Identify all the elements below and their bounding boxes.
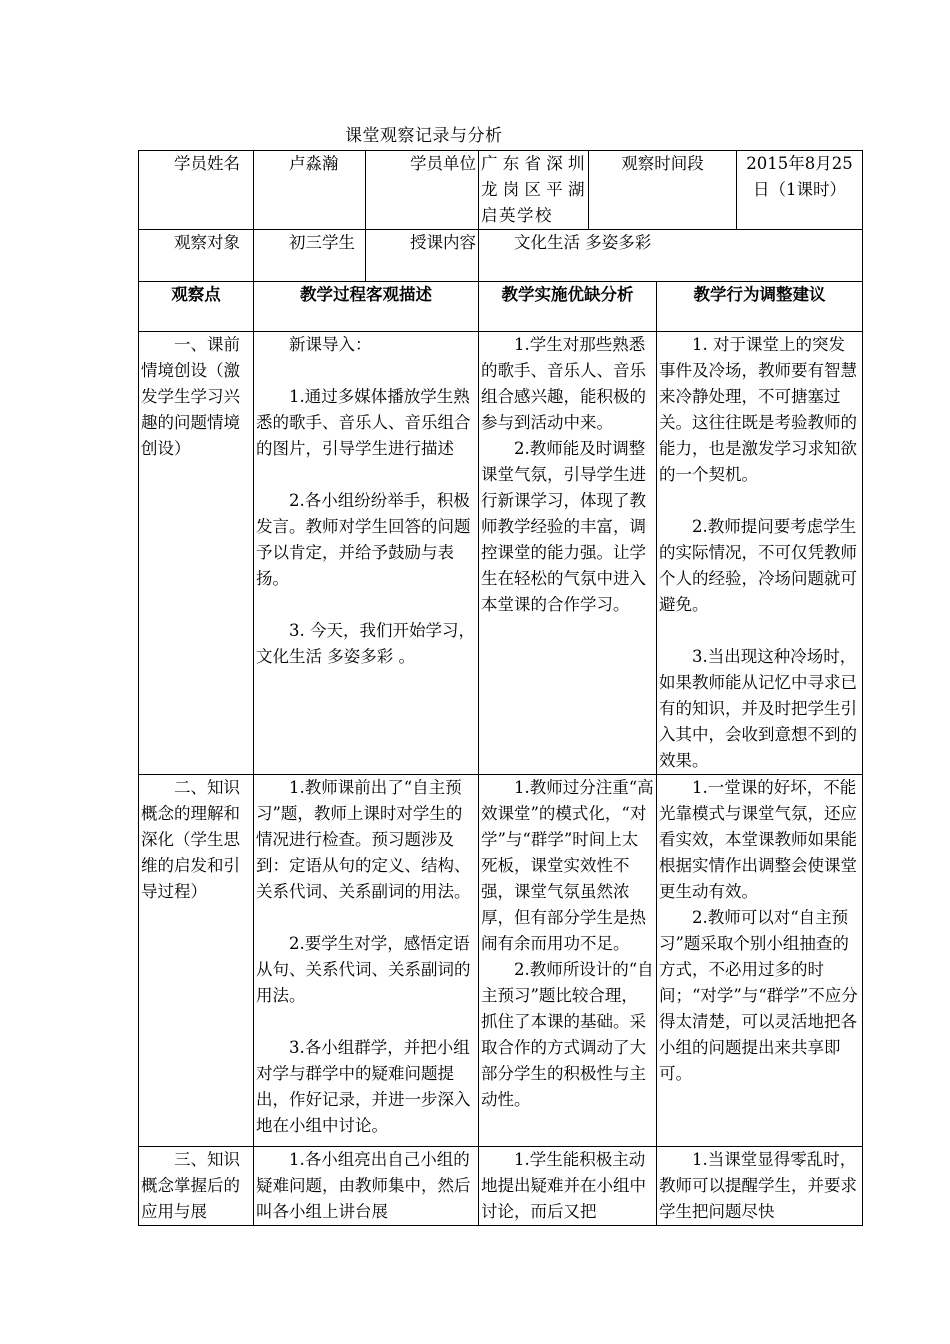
document-title: 课堂观察记录与分析 [345, 126, 503, 146]
analysis-cell [479, 775, 657, 1147]
desc-para: 1.教师课前出了“自主预习”题，教师上课时对学生的情况进行检查。预习题涉及到：定语从句的定义、结构、关系代词、关系副词的用法。 [256, 778, 471, 901]
content-label-cell [366, 230, 479, 282]
suggest-para: 2.教师提问要考虑学生的实际情况，不可仅凭教师个人的经验，冷场问题就可避免。 [659, 517, 857, 614]
student-name-cell [254, 151, 366, 230]
desc-para: 3. 今天，我们开始学习，文化生活 多姿多彩 。 [256, 621, 475, 666]
suggest-para: 3.当出现这种冷场时，如果教师能从记忆中寻求已有的知识，并及时把学生引入其中，会收到意想不到的效果。 [659, 647, 857, 770]
analysis-para: 2.教师能及时调整课堂气氛，引导学生进行新课学习，体现了教师教学经验的丰富，调控课堂的能力强。让学生在轻松的气氛中进入本堂课的合作学习。 [481, 439, 646, 614]
unit: 广东省深圳龙岗区平湖启英学校 [481, 154, 586, 225]
object-label-cell [139, 230, 254, 282]
object-cell [254, 230, 366, 282]
object-label: 观察对象 [174, 233, 240, 252]
desc-para: 1.通过多媒体播放学生熟悉的歌手、音乐人、音乐组合的图片，引导学生进行描述 [256, 387, 471, 458]
header-analysis: 教学实施优缺分析 [479, 282, 657, 332]
suggest-cell [657, 332, 863, 775]
time-cell [737, 151, 863, 230]
desc-para: 2.要学生对学，感悟定语从句、关系代词、关系副词的用法。 [256, 934, 471, 1005]
header-row [139, 282, 863, 332]
header-point: 观察点 [139, 282, 254, 332]
desc-cell [254, 332, 479, 775]
analysis-para: 1.学生对那些熟悉的歌手、音乐人、音乐组合感兴趣，能积极的参与到活动中来。 [481, 335, 646, 432]
student-name-label-cell [139, 151, 254, 230]
desc-para: 3.各小组群学，并把小组对学与群学中的疑难问题提出，作好记录，并进一步深入地在小组中讨论。 [256, 1038, 471, 1135]
desc-para: 新课导入： [289, 335, 372, 354]
desc-cell [254, 1147, 479, 1226]
table-row [139, 775, 863, 1147]
point-cell [139, 332, 254, 775]
info-row-1 [139, 151, 863, 230]
point-text: 三、知识概念掌握后的应用与展 [141, 1150, 240, 1221]
time-label-cell [589, 151, 737, 230]
desc-para: 2.各小组纷纷举手，积极发言。教师对学生回答的问题予以肯定，并给予鼓励与表扬。 [256, 491, 471, 588]
point-text: 一、课前情境创设（激发学生学习兴趣的问题情境创设） [141, 335, 240, 458]
analysis-para: 1.教师过分注重“高效课堂”的模式化，“对学”与“群学”时间上太死板，课堂实效性不强，课堂气氛虽然浓厚，但有部分学生是热闹有余而用功不足。 [481, 778, 654, 953]
student-name: 卢淼瀚 [289, 154, 339, 173]
table-row [139, 332, 863, 775]
observation-table [138, 150, 863, 1226]
point-text: 二、知识概念的理解和深化（学生思维的启发和引导过程） [141, 778, 240, 901]
content-label: 授课内容 [410, 233, 476, 252]
header-suggest: 教学行为调整建议 [657, 282, 863, 332]
content-cell [479, 230, 863, 282]
analysis-cell [479, 332, 657, 775]
content: 文化生活 多姿多彩 [514, 233, 652, 252]
unit-cell [479, 151, 589, 230]
analysis-cell [479, 1147, 657, 1226]
suggest-para: 1.一堂课的好坏，不能光靠模式与课堂气氛，还应看实效，本堂课教师如果能根据实情作出调整会使课堂更生动有效。 [659, 778, 857, 901]
suggest-para: 1. 对于课堂上的突发事件及冷场，教师要有智慧来冷静处理，不可搪塞过关。这往往既是考验教师的能力，也是激发学习求知欲的一个契机。 [659, 335, 857, 484]
suggest-para: 1.当课堂显得零乱时，教师可以提醒学生，并要求学生把问题尽快 [659, 1150, 857, 1221]
analysis-para: 2.教师所设计的“自主预习”题比较合理，抓住了本课的基础。采取合作的方式调动了大部分学生的积极性与主动性。 [481, 960, 654, 1109]
suggest-cell [657, 775, 863, 1147]
unit-label: 学员单位 [410, 154, 476, 173]
suggest-cell [657, 1147, 863, 1226]
unit-label-cell [366, 151, 479, 230]
info-row-2 [139, 230, 863, 282]
time-label: 观察时间段 [621, 154, 704, 173]
desc-cell [254, 775, 479, 1147]
table-row [139, 1147, 863, 1226]
desc-para: 1.各小组亮出自己小组的疑难问题，由教师集中，然后叫各小组上讲台展 [256, 1150, 471, 1221]
point-cell [139, 775, 254, 1147]
student-name-label: 学员姓名 [174, 154, 240, 173]
object: 初三学生 [289, 233, 355, 252]
analysis-para: 1.学生能积极主动地提出疑难并在小组中讨论，而后又把 [481, 1150, 646, 1221]
time: 2015年8月25日（1课时） [746, 154, 853, 199]
header-desc: 教学过程客观描述 [254, 282, 479, 332]
point-cell [139, 1147, 254, 1226]
suggest-para: 2.教师可以对“自主预习”题采取个别小组抽查的方式，不必用过多的时间；“对学”与“群学”不应分得太清楚，可以灵活地把各小组的问题提出来共享即可。 [659, 908, 858, 1083]
